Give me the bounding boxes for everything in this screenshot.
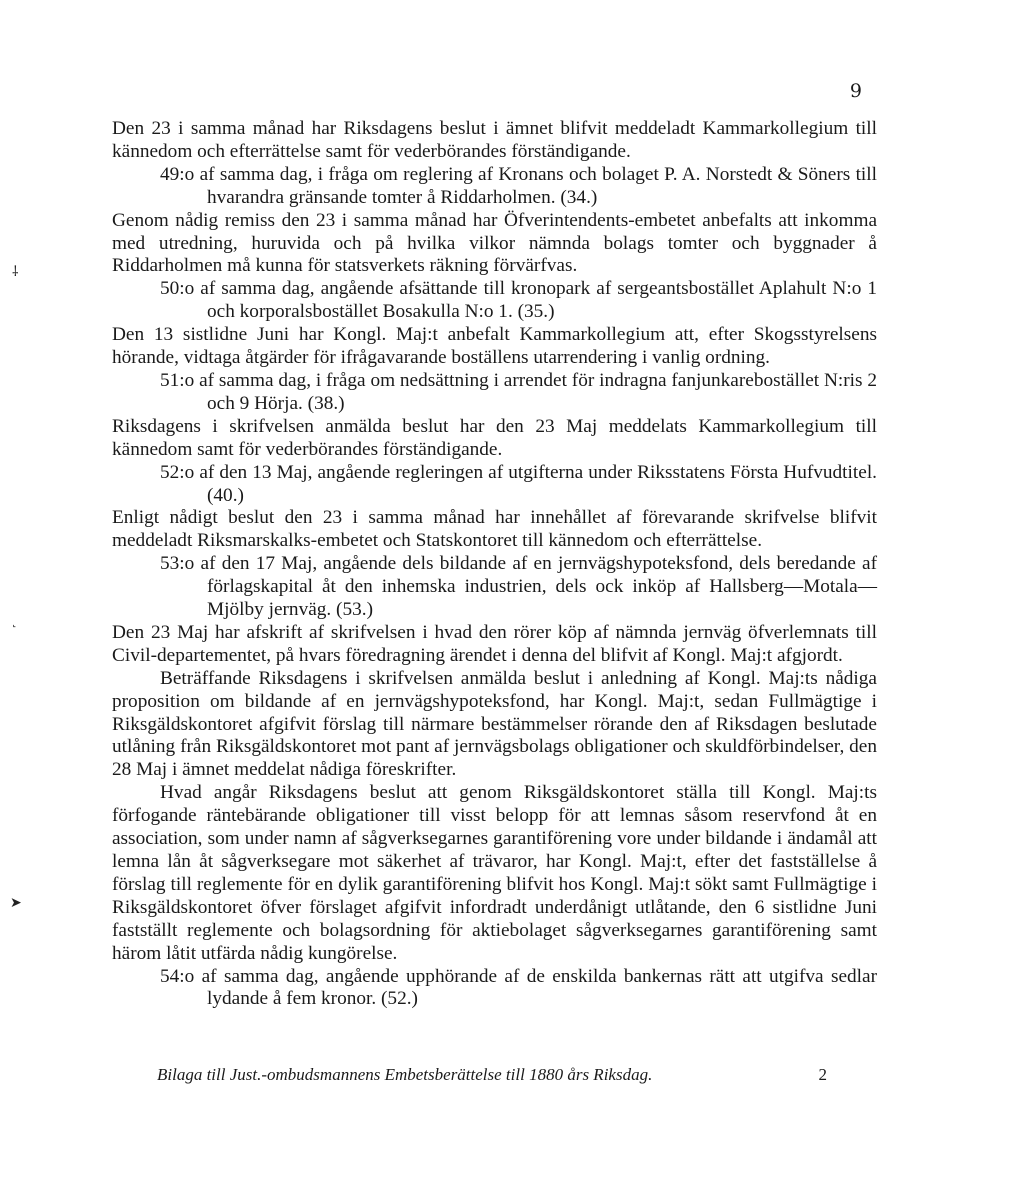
paragraph: 51:o af samma dag, i fråga om nedsättning i arrendet för indragna fanjunkarebostället N:ris 2 och 9 Hörja. (38.) bbox=[160, 369, 877, 414]
paragraph: Genom nådig remiss den 23 i samma månad har Öfverintendents-embetet anbefalts att inkomma med utredning, huruvida och på hvilka vilkor nämnda bolags tomter och byggnader å Riddarholmen må kunna för statsverkets räkning förvärfvas. bbox=[112, 209, 877, 277]
paragraph: 49:o af samma dag, i fråga om reglering af Kronans och bolaget P. A. Norstedt & Söners till hvarandra gränsande tomter å Riddarholmen. (34.) bbox=[160, 163, 877, 208]
paragraph: 50:o af samma dag, angående afsättande till kronopark af sergeantsbostället Aplahult N:o 1 och korporalsbostället Bosakulla N:o 1. (35.) bbox=[160, 278, 877, 323]
paragraph: Hvad angår Riksdagens beslut att genom Riksgäldskontoret ställa till Kongl. Maj:ts förfogande räntebärande obligationer till visst belopp för att lemnas såsom reservfond åt en association, som under namn af sågverksegarnes garantiförening vore under bildande i ändamål att lemna lån åt sågverksegare mot säkerhet af trävaror, har Kongl. Maj:t, efter det fastställelse å förslag till reglemente för en dylik garantiförening blifvit hos Kongl. Maj:t sökt samt Fullmägtige i Riksgäldskontoret öfver förslaget afgifvit infordradt underdånigt utlåtande, den 6 sistlidne Juni fastställt reglemente och bolagsordning för aktiebolaget sågverksegarnes garantiförening samt härom låtit utfärda nådig kungörelse. bbox=[112, 782, 877, 964]
paragraph: Den 23 i samma månad har Riksdagens beslut i ämnet blifvit meddeladt Kammarkollegium till kännedom och efterrättelse samt för vederbörandes förständigande. bbox=[112, 118, 877, 162]
paragraph: Beträffande Riksdagens i skrifvelsen anmälda beslut i anledning af Kongl. Maj:ts nådiga proposition om bildande af en jernvägshypoteksfond, har Kongl. Maj:t, sedan Fullmägtige i Riksgäldskontoret afgifvit förslag till närmare bestämmelser rörande den af Riksdagen beslutade utlåning från Riksgäldskontoret mot pant af jernvägsbolags obligationer och skuldförbindelser, den 28 Maj i ämnet meddelat nådiga föreskrifter. bbox=[112, 667, 877, 781]
margin-mark: ⸸ bbox=[12, 264, 19, 280]
page-number: 9 bbox=[849, 80, 862, 102]
paragraph: 53:o af den 17 Maj, angående dels bildande af en jernvägshypoteksfond, dels beredande af förlagskapital åt den inhemska industrien, dels ock inköp af Hallsberg—Motala—Mjölby jernväg. (53.) bbox=[160, 553, 877, 621]
footer-title: Bilaga till Just.-ombudsmannens Embetsberättelse till 1880 års Riksdag. bbox=[157, 1065, 653, 1084]
paragraph: Enligt nådigt beslut den 23 i samma månad har innehållet af förevarande skrifvelse blifvit meddeladt Riksmarskalks-embetet och Statskontoret till kännedom och efterrättelse. bbox=[112, 507, 877, 552]
paragraph: 52:o af den 13 Maj, angående regleringen af utgifterna under Riksstatens Första Hufvudtitel. (40.) bbox=[160, 461, 877, 506]
document-body bbox=[112, 118, 877, 1011]
paragraph: Den 23 Maj har afskrift af skrifvelsen i hvad den rörer köp af nämnda jernväg öfverlemnats till Civil-departementet, på hvars föredragning ärendet i denna del blifvit af Kongl. Maj:t afgjordt. bbox=[112, 621, 877, 666]
paragraph: Den 13 sistlidne Juni har Kongl. Maj:t anbefalt Kammarkollegium att, efter Skogsstyrelsens hörande, vidtaga åtgärder för ifrågavarande boställens utarrendering i vanlig ordning. bbox=[112, 324, 877, 369]
paragraph: 54:o af samma dag, angående upphörande af de enskilda bankernas rätt att utgifva sedlar lydande å fem kronor. (52.) bbox=[160, 965, 877, 1010]
paragraph: Riksdagens i skrifvelsen anmälda beslut har den 23 Maj meddelats Kammarkollegium till kännedom samt för vederbörandes förständigande. bbox=[112, 415, 877, 460]
margin-mark: ˻ bbox=[12, 612, 17, 628]
page-footer bbox=[157, 1065, 827, 1085]
margin-mark: ➤ bbox=[10, 895, 22, 911]
footer-signature: 2 bbox=[818, 1065, 827, 1084]
